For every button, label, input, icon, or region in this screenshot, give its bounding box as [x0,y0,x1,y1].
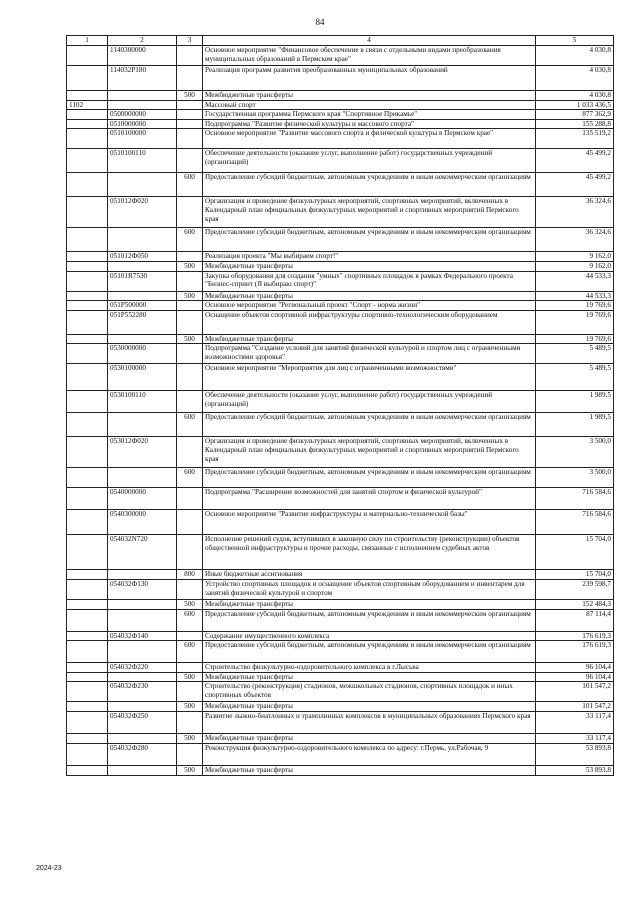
column-header-5: 5 [536,36,614,46]
table-row [67,609,614,631]
amount-cell: 15 704,0 [536,535,614,570]
target-article-cell: 0510100000 [108,129,177,149]
target-article-cell: 054032Ф230 [108,682,177,702]
amount-cell: 96 104,4 [536,663,614,673]
expense-type-cell [177,301,203,311]
expense-type-cell: 500 [177,261,203,271]
section-code-cell [67,672,108,682]
expense-type-cell [177,129,203,149]
target-article-cell [108,173,177,197]
description-cell: Массовый спорт [203,100,536,110]
section-code-cell [67,609,108,631]
table-row [67,364,614,391]
amount-cell: 101 547,2 [536,702,614,712]
expense-type-cell [177,579,203,599]
target-article-cell: 054032N720 [108,535,177,570]
target-article-cell [108,765,177,775]
table-row [67,252,614,262]
amount-cell: 33 117,4 [536,711,614,733]
target-article-cell: 054032Ф130 [108,579,177,599]
section-code-cell [67,743,108,765]
expense-type-cell: 500 [177,291,203,301]
amount-cell: 87 114,4 [536,609,614,631]
table-row [67,437,614,468]
description-cell: Межбюджетные трансферты [203,261,536,271]
description-cell: Подпрограмма "Развитие физической культуры и массового спорта" [203,119,536,129]
amount-cell: 4 030,8 [536,46,614,66]
table-row [67,66,614,91]
description-cell: Предоставление субсидий бюджетным, автономным учреждениям и иным некоммерческим организациям [203,609,536,631]
expense-type-cell: 500 [177,334,203,344]
target-article-cell: 0530000000 [108,344,177,364]
section-code-cell [67,631,108,641]
table-row [67,129,614,149]
amount-cell: 4 030,8 [536,91,614,101]
table-row [67,672,614,682]
amount-cell: 15 704,0 [536,570,614,580]
section-code-cell [67,682,108,702]
description-cell: Организация и проведение физкультурных мероприятий, спортивных мероприятий, включенных в Календарный план официальных физкультурных мероприятий и спортивных мероприятий Пермского края [203,197,536,228]
expense-type-cell [177,364,203,391]
amount-cell: 19 769,6 [536,301,614,311]
expense-type-cell [177,743,203,765]
table-body [67,46,614,776]
section-code-cell [67,110,108,120]
table-row [67,261,614,271]
amount-cell: 53 893,8 [536,765,614,775]
expense-type-cell: 600 [177,228,203,252]
section-code-cell [67,641,108,663]
table-row [67,631,614,641]
section-code-cell [67,271,108,291]
expense-type-cell: 500 [177,765,203,775]
table-row [67,765,614,775]
description-cell: Предоставление субсидий бюджетным, автономным учреждениям и иным некоммерческим организациям [203,173,536,197]
description-cell: Межбюджетные трансферты [203,765,536,775]
section-code-cell [67,510,108,535]
description-cell: Содержание имущественного комплекса [203,631,536,641]
table-row [67,391,614,413]
section-code-cell [67,46,108,66]
description-cell: Предоставление субсидий бюджетным, автономным учреждениям и иным некоммерческим организациям [203,468,536,488]
expense-type-cell: 800 [177,570,203,580]
target-article-cell: 0510100110 [108,149,177,173]
expense-type-cell [177,631,203,641]
amount-cell: 239 598,7 [536,579,614,599]
target-article-cell [108,413,177,437]
description-cell: Предоставление субсидий бюджетным, автономным учреждениям и иным некоммерческим организациям [203,228,536,252]
table-row [67,119,614,129]
description-cell: Основное мероприятие "Развитие массового спорта и физической культуры в Пермском крае" [203,129,536,149]
description-cell: Основное мероприятие "Развитие инфраструктуры и материально-технической базы" [203,510,536,535]
amount-cell: 1 989,5 [536,413,614,437]
amount-cell: 53 893,8 [536,743,614,765]
column-header-2: 2 [108,36,177,46]
description-cell: Подпрограмма "Создание условий для занятий физической культурой и спортом лиц с ограниченными возможностями здоровья" [203,344,536,364]
description-cell: Межбюджетные трансферты [203,91,536,101]
section-code-cell: 1102 [67,100,108,110]
target-article-cell [108,672,177,682]
amount-cell: 19 769,6 [536,334,614,344]
target-article-cell [108,334,177,344]
amount-cell: 44 533,3 [536,271,614,291]
expense-type-cell [177,535,203,570]
amount-cell: 176 619,3 [536,641,614,663]
target-article-cell: 1140300000 [108,46,177,66]
table-row [67,91,614,101]
description-cell: Межбюджетные трансферты [203,334,536,344]
section-code-cell [67,129,108,149]
expense-type-cell [177,391,203,413]
section-code-cell [67,364,108,391]
section-code-cell [67,765,108,775]
section-code-cell [67,391,108,413]
table-row [67,46,614,66]
section-code-cell [67,91,108,101]
expense-type-cell [177,252,203,262]
table-row [67,468,614,488]
expense-type-cell [177,66,203,91]
target-article-cell [108,702,177,712]
table-row [67,344,614,364]
table-row [67,228,614,252]
expense-type-cell [177,119,203,129]
description-cell: Закупка оборудования для создания "умных" спортивных площадок в рамках Федерального проекта "Бизнес-спринт (Я выбираю спорт)" [203,271,536,291]
budget-table [66,35,614,776]
amount-cell: 877 362,9 [536,110,614,120]
amount-cell: 45 499,2 [536,173,614,197]
expense-type-cell: 600 [177,173,203,197]
amount-cell: 5 489,5 [536,364,614,391]
amount-cell: 9 162,0 [536,252,614,262]
table-row [67,510,614,535]
expense-type-cell: 500 [177,91,203,101]
section-code-cell [67,711,108,733]
amount-cell: 33 117,4 [536,733,614,743]
table-row [67,291,614,301]
target-article-cell [108,228,177,252]
table-row [67,100,614,110]
table-row [67,149,614,173]
amount-cell: 176 619,3 [536,631,614,641]
expense-type-cell [177,149,203,173]
target-article-cell: 0540300000 [108,510,177,535]
table-row [67,570,614,580]
target-article-cell [108,609,177,631]
description-cell: Оснащение объектов спортивной инфраструктуры спортивно-технологическим оборудованием [203,310,536,334]
table-row [67,535,614,570]
table-header-row [67,36,614,46]
amount-cell: 716 584,6 [536,488,614,510]
target-article-cell: 054032Ф250 [108,711,177,733]
table-row [67,413,614,437]
table-row [67,733,614,743]
section-code-cell [67,261,108,271]
section-code-cell [67,291,108,301]
table-row [67,271,614,291]
expense-type-cell [177,100,203,110]
description-cell: Предоставление субсидий бюджетным, автономным учреждениям и иным некоммерческим организациям [203,641,536,663]
column-header-4: 4 [203,36,536,46]
section-code-cell [67,149,108,173]
section-code-cell [67,334,108,344]
target-article-cell: 054032Ф280 [108,743,177,765]
target-article-cell [108,599,177,609]
expense-type-cell: 500 [177,733,203,743]
section-code-cell [67,599,108,609]
table-row [67,702,614,712]
table-row [67,641,614,663]
amount-cell: 19 769,6 [536,310,614,334]
section-code-cell [67,468,108,488]
description-cell: Предоставление субсидий бюджетным, автономным учреждениям и иным некоммерческим организациям [203,413,536,437]
target-article-cell: 051P552280 [108,310,177,334]
target-article-cell: 051012Ф020 [108,197,177,228]
expense-type-cell: 600 [177,468,203,488]
table-row [67,663,614,673]
table-row [67,110,614,120]
amount-cell: 3 500,0 [536,437,614,468]
description-cell: Строительство (реконструкция) стадионов, межшкольных стадионов, спортивных площадок и иных спортивных объектов [203,682,536,702]
target-article-cell: 0530100000 [108,364,177,391]
target-article-cell: 053012Ф020 [108,437,177,468]
target-article-cell: 0530100110 [108,391,177,413]
target-article-cell [108,100,177,110]
expense-type-cell [177,437,203,468]
section-code-cell [67,197,108,228]
amount-cell: 5 489,5 [536,344,614,364]
target-article-cell [108,91,177,101]
amount-cell: 96 104,4 [536,672,614,682]
expense-type-cell: 500 [177,702,203,712]
table-row [67,197,614,228]
table-row [67,682,614,702]
table-row [67,743,614,765]
description-cell: Реализация программ развития преобразованных муниципальных образований [203,66,536,91]
description-cell: Реализация проекта "Мы выбираем спорт!" [203,252,536,262]
section-code-cell [67,437,108,468]
amount-cell: 1 033 436,5 [536,100,614,110]
section-code-cell [67,344,108,364]
description-cell: Основное мероприятие "Финансовое обеспечение в связи с отдельными видами преобразования муниципальных образований в Пермском крае" [203,46,536,66]
amount-cell: 4 030,8 [536,66,614,91]
amount-cell: 155 288,8 [536,119,614,129]
section-code-cell [67,173,108,197]
amount-cell: 44 533,3 [536,291,614,301]
expense-type-cell [177,310,203,334]
description-cell: Межбюджетные трансферты [203,672,536,682]
description-cell: Обеспечение деятельности (оказание услуг, выполнение работ) государственных учреждений (организаций) [203,391,536,413]
table-row [67,599,614,609]
section-code-cell [67,488,108,510]
section-code-cell [67,413,108,437]
page-number: 84 [315,17,325,27]
amount-cell: 716 584,6 [536,510,614,535]
description-cell: Реконструкция физкультурно-оздоровительного комплекса по адресу: г.Пермь, ул.Рабочая, 9 [203,743,536,765]
section-code-cell [67,228,108,252]
target-article-cell: 051P500000 [108,301,177,311]
target-article-cell [108,468,177,488]
description-cell: Основное мероприятие "Региональный проект "Спорт - норма жизни" [203,301,536,311]
target-article-cell [108,261,177,271]
section-code-cell [67,702,108,712]
target-article-cell: 0510000000 [108,119,177,129]
table-row [67,334,614,344]
section-code-cell [67,66,108,91]
expense-type-cell: 600 [177,413,203,437]
amount-cell: 135 519,2 [536,129,614,149]
section-code-cell [67,119,108,129]
target-article-cell: 114032P180 [108,66,177,91]
description-cell: Межбюджетные трансферты [203,702,536,712]
description-cell: Основное мероприятие "Мероприятия для лиц с ограниченными возможностями" [203,364,536,391]
section-code-cell [67,535,108,570]
section-code-cell [67,301,108,311]
expense-type-cell: 500 [177,599,203,609]
expense-type-cell: 600 [177,641,203,663]
table-row [67,310,614,334]
column-header-3: 3 [177,36,203,46]
target-article-cell [108,570,177,580]
expense-type-cell [177,271,203,291]
target-article-cell [108,733,177,743]
description-cell: Подпрограмма "Расширение возможностей для занятий спортом и физической культурой" [203,488,536,510]
target-article-cell: 0500000000 [108,110,177,120]
section-code-cell [67,733,108,743]
column-header-1: 1 [67,36,108,46]
section-code-cell [67,579,108,599]
description-cell: Развитие лыжно-биатлонных и трамплинных комплексов в муниципальных образованиях Пермского края [203,711,536,733]
expense-type-cell [177,663,203,673]
description-cell: Межбюджетные трансферты [203,599,536,609]
expense-type-cell [177,344,203,364]
description-cell: Исполнение решений судов, вступивших в законную силу по строительству (реконструкции) объектов общественной инфраструктуры и прочие расходы, связанные с исполнением судебных актов [203,535,536,570]
description-cell: Устройство спортивных площадок и оснащение объектов спортивным оборудованием и инвентарем для занятий физической культурой и спортом [203,579,536,599]
amount-cell: 36 324,6 [536,228,614,252]
footer-code: 2024-23 [36,865,62,872]
expense-type-cell [177,711,203,733]
table-row [67,488,614,510]
description-cell: Государственная программа Пермского края "Спортивное Прикамье" [203,110,536,120]
section-code-cell [67,663,108,673]
table-row [67,301,614,311]
expense-type-cell [177,46,203,66]
description-cell: Обеспечение деятельности (оказание услуг, выполнение работ) государственных учреждений (организаций) [203,149,536,173]
target-article-cell: 051012Ф050 [108,252,177,262]
target-article-cell [108,291,177,301]
expense-type-cell: 600 [177,609,203,631]
target-article-cell: 054032Ф220 [108,663,177,673]
amount-cell: 1 989,5 [536,391,614,413]
amount-cell: 9 162,0 [536,261,614,271]
description-cell: Межбюджетные трансферты [203,291,536,301]
amount-cell: 36 324,6 [536,197,614,228]
amount-cell: 101 547,2 [536,682,614,702]
target-article-cell: 0540000000 [108,488,177,510]
target-article-cell: 054032Ф140 [108,631,177,641]
description-cell: Строительство физкультурно-оздоровительного комплекса в г.Лысьва [203,663,536,673]
section-code-cell [67,310,108,334]
expense-type-cell [177,110,203,120]
amount-cell: 3 500,0 [536,468,614,488]
amount-cell: 45 499,2 [536,149,614,173]
description-cell: Межбюджетные трансферты [203,733,536,743]
table-row [67,579,614,599]
target-article-cell: 05101R7530 [108,271,177,291]
expense-type-cell: 500 [177,672,203,682]
section-code-cell [67,252,108,262]
amount-cell: 152 484,3 [536,599,614,609]
expense-type-cell [177,197,203,228]
expense-type-cell [177,510,203,535]
description-cell: Иные бюджетные ассигнования [203,570,536,580]
target-article-cell [108,641,177,663]
table-row [67,173,614,197]
section-code-cell [67,570,108,580]
table-row [67,711,614,733]
expense-type-cell [177,488,203,510]
description-cell: Организация и проведение физкультурных мероприятий, спортивных мероприятий, включенных в Календарный план официальных физкультурных мероприятий и спортивных мероприятий Пермского края [203,437,536,468]
expense-type-cell [177,682,203,702]
